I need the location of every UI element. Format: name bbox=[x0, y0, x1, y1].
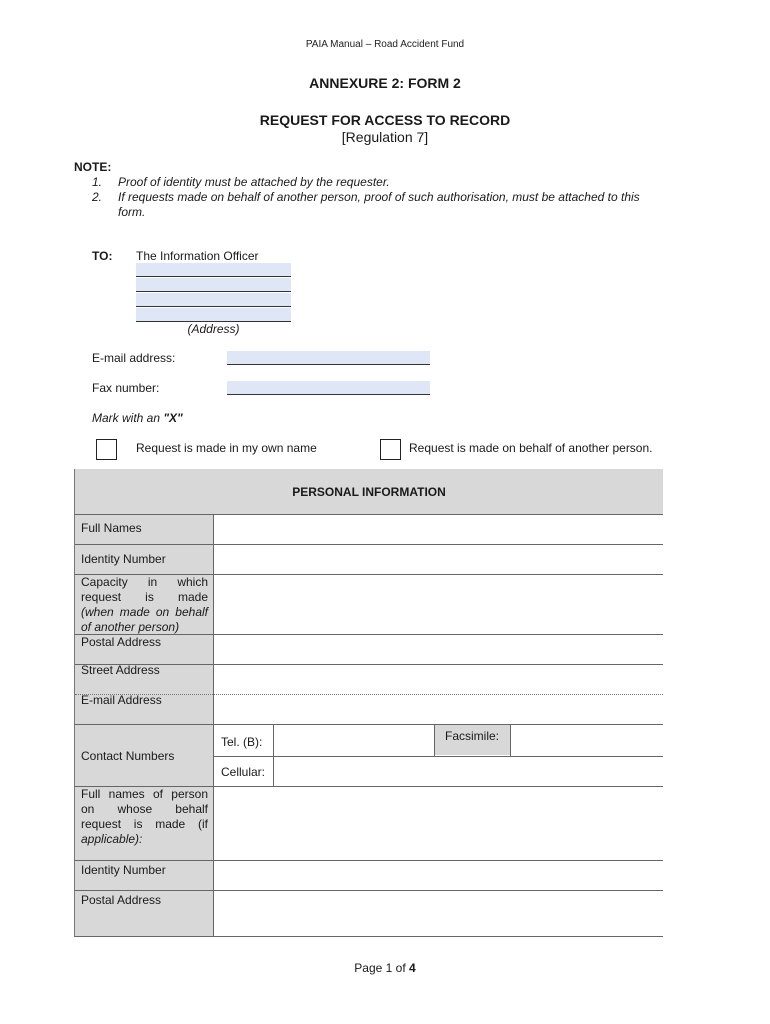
facsimile-field[interactable] bbox=[511, 725, 663, 755]
address-caption: (Address) bbox=[187, 322, 240, 336]
fax-label: Fax number: bbox=[92, 381, 160, 395]
fax-field[interactable] bbox=[227, 381, 430, 395]
address-line-1[interactable] bbox=[136, 263, 291, 277]
tel-b-label: Tel. (B): bbox=[221, 735, 263, 749]
note-2-text-line2: form. bbox=[118, 205, 146, 219]
full-names-field[interactable] bbox=[214, 515, 663, 543]
page-number: Page 1 of 4 bbox=[354, 961, 416, 975]
street-address-field[interactable] bbox=[214, 665, 663, 693]
recipient-name: The Information Officer bbox=[136, 249, 259, 263]
identity-number-2-field[interactable] bbox=[214, 861, 663, 889]
postal-address-field[interactable] bbox=[214, 635, 663, 663]
email-field[interactable] bbox=[227, 351, 430, 365]
behalf-checkbox[interactable] bbox=[380, 439, 401, 460]
note-2-text-line1: If requests made on behalf of another person, proof of such authorisation, must be attached to this bbox=[118, 190, 640, 204]
identity-number-label: Identity Number bbox=[81, 552, 166, 566]
email-address-label: E-mail Address bbox=[81, 693, 162, 707]
behalf-label-line1: Full names of person bbox=[81, 787, 208, 801]
email-label: E-mail address: bbox=[92, 351, 176, 365]
note-1-number: 1. bbox=[92, 175, 103, 189]
behalf-label-line4: applicable): bbox=[81, 832, 143, 846]
address-line-2[interactable] bbox=[136, 278, 291, 292]
note-2-number: 2. bbox=[92, 190, 103, 204]
form-title: REQUEST FOR ACCESS TO RECORD bbox=[259, 112, 511, 128]
capacity-field[interactable] bbox=[214, 575, 663, 633]
contact-numbers-label: Contact Numbers bbox=[81, 749, 175, 763]
cellular-label: Cellular: bbox=[221, 765, 266, 779]
identity-number-2-label: Identity Number bbox=[81, 863, 166, 877]
own-name-checkbox[interactable] bbox=[96, 439, 117, 460]
page-header: PAIA Manual – Road Accident Fund bbox=[305, 39, 465, 50]
capacity-label-line3: (when made on behalf bbox=[81, 605, 208, 619]
behalf-full-names-field[interactable] bbox=[214, 787, 663, 859]
note-1-text: Proof of identity must be attached by the requester. bbox=[118, 175, 390, 189]
annexure-title: ANNEXURE 2: FORM 2 bbox=[309, 75, 461, 91]
capacity-label-line4: of another person) bbox=[81, 620, 180, 634]
behalf-label-line2: on whose behalf bbox=[81, 802, 208, 816]
mark-instruction: Mark with an "X" bbox=[92, 411, 183, 425]
capacity-label-line2: request is made bbox=[81, 590, 208, 604]
postal-address-label: Postal Address bbox=[81, 635, 162, 649]
note-label: NOTE: bbox=[74, 160, 112, 174]
table-heading-text: PERSONAL INFORMATION bbox=[292, 485, 446, 499]
email-address-field[interactable] bbox=[214, 696, 663, 723]
street-address-label: Street Address bbox=[81, 663, 160, 677]
to-label: TO: bbox=[92, 249, 113, 263]
capacity-label-line1: Capacity in which bbox=[81, 575, 208, 589]
behalf-label: Request is made on behalf of another person. bbox=[409, 441, 653, 455]
identity-number-field[interactable] bbox=[214, 545, 663, 573]
address-line-3[interactable] bbox=[136, 293, 291, 307]
facsimile-label: Facsimile: bbox=[445, 729, 500, 743]
postal-address-2-label: Postal Address bbox=[81, 893, 162, 907]
table-heading bbox=[75, 469, 663, 514]
cellular-field[interactable] bbox=[274, 757, 663, 785]
postal-address-2-field[interactable] bbox=[214, 891, 663, 936]
regulation-ref: [Regulation 7] bbox=[341, 129, 429, 145]
address-line-4[interactable] bbox=[136, 308, 291, 322]
personal-information-table bbox=[74, 469, 663, 937]
behalf-label-line3: request is made (if bbox=[81, 817, 208, 831]
full-names-label: Full Names bbox=[81, 521, 142, 535]
tel-b-field[interactable] bbox=[274, 725, 434, 755]
own-name-label: Request is made in my own name bbox=[136, 441, 317, 455]
